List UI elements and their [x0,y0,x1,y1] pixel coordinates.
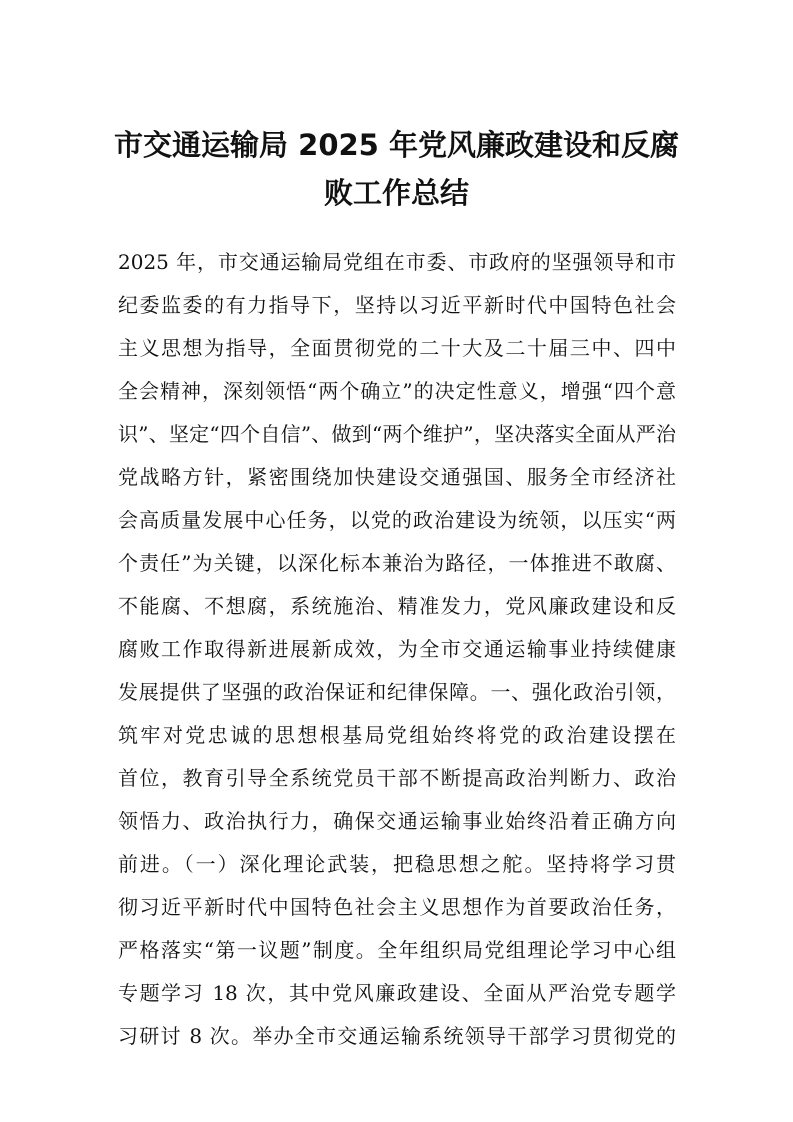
document-body [118,241,676,1058]
body-text-line: 全会精神，深刻领悟“两个确立”的决定性意义，增强“四个意 [118,379,676,403]
body-text-line: 个责任”为关键，以深化标本兼治为路径，一体推进不敢腐、 [118,551,676,575]
body-text-line: 筑牢对党忠诚的思想根基局党组始终将党的政治建设摆在 [118,723,676,747]
body-text-line: 识”、坚定“四个自信”、做到“两个维护”，坚决落实全面从严治 [118,422,676,446]
body-text-line: 腐败工作取得新进展新成效，为全市交通运输事业持续健康 [118,637,676,661]
body-text-line: 领悟力、政治执行力，确保交通运输事业始终沿着正确方向 [118,809,676,833]
body-text-line: 习研讨 8 次。举办全市交通运输系统领导干部学习贯彻党的 [118,1024,676,1048]
body-text-line: 主义思想为指导，全面贯彻党的二十大及二十届三中、四中 [118,336,676,360]
document-title-line-1: 市交通运输局 2025 年党风廉政建设和反腐 [114,128,679,162]
body-text-line: 严格落实“第一议题”制度。全年组织局党组理论学习中心组 [118,938,676,962]
body-text-line: 党战略方针，紧密围绕加快建设交通强国、服务全市经济社 [118,465,676,489]
body-text-line: 首位，教育引导全系统党员干部不断提高政治判断力、政治 [118,766,676,790]
document-title-line-2: 败工作总结 [323,176,469,210]
body-text-line: 发展提供了坚强的政治保证和纪律保障。一、强化政治引领， [118,680,676,704]
body-text-line: 前进。（一）深化理论武装，把稳思想之舵。坚持将学习贯 [118,852,676,876]
body-text-line: 2025 年，市交通运输局党组在市委、市政府的坚强领导和市 [118,250,676,274]
body-text-line: 会高质量发展中心任务，以党的政治建设为统领，以压实“两 [118,508,676,532]
body-text-line: 专题学习 18 次，其中党风廉政建设、全面从严治党专题学 [118,981,676,1005]
body-text-line: 彻习近平新时代中国特色社会主义思想作为首要政治任务， [118,895,676,919]
body-text-line: 不能腐、不想腐，系统施治、精准发力，党风廉政建设和反 [118,594,676,618]
body-text-line: 纪委监委的有力指导下，坚持以习近平新时代中国特色社会 [118,293,676,317]
